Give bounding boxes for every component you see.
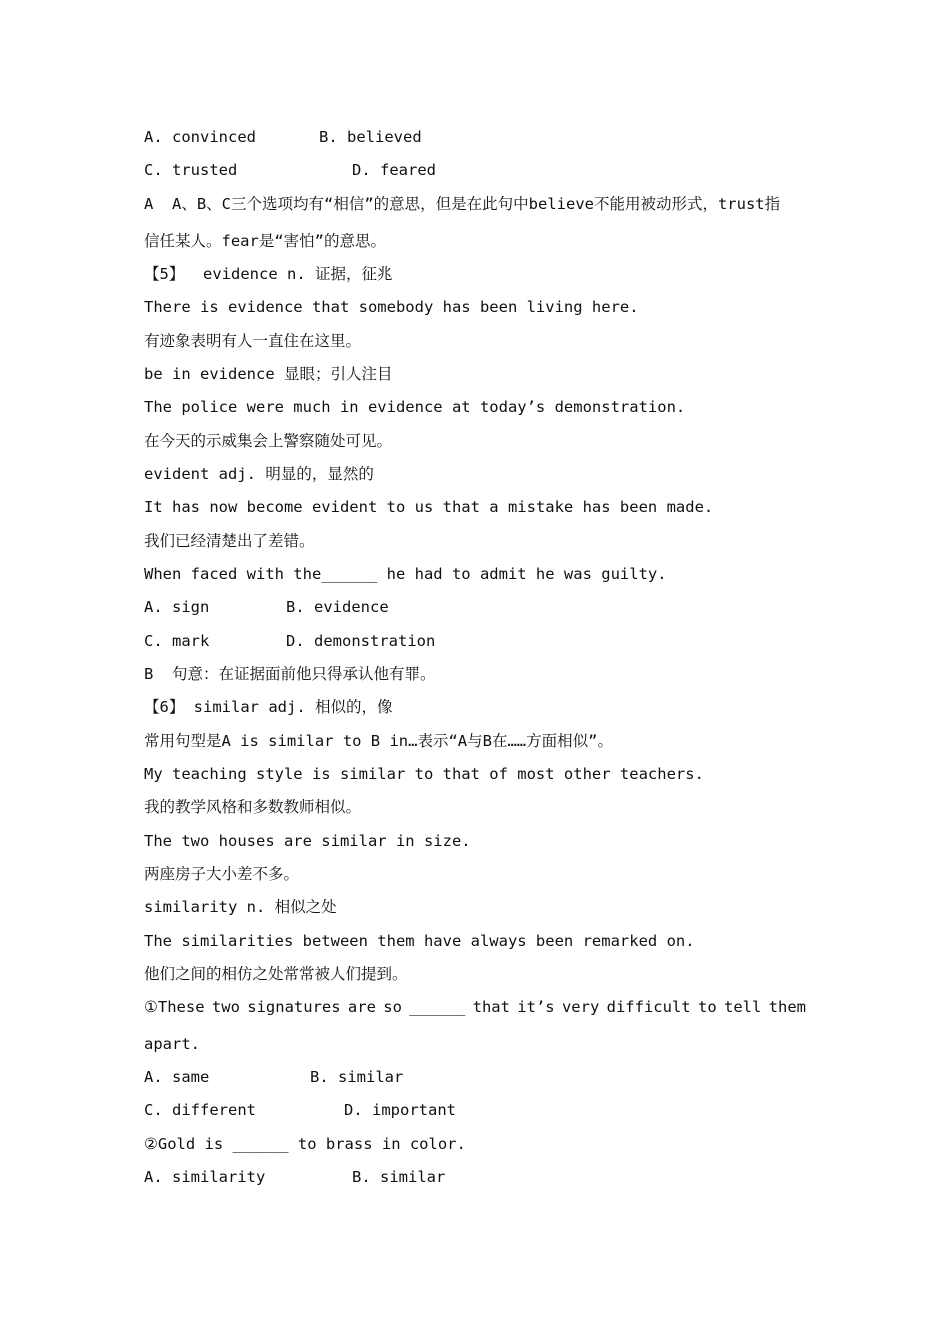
example-translation: 我们已经清楚出了差错。	[144, 532, 315, 550]
question-word: ①These	[144, 998, 205, 1016]
example-translation: 有迹象表明有人一直住在这里。	[144, 332, 362, 350]
question-word: them	[768, 998, 806, 1016]
section-5-heading: 【5】 evidence n. 证据，征兆	[144, 265, 393, 283]
exercise-question: When faced with the______ he had to admit he was guilty.	[144, 565, 667, 583]
question-word: that	[472, 998, 510, 1016]
option-a: A. sign	[144, 598, 210, 616]
answer-blank: ______	[409, 998, 466, 1016]
exercise-question-2: ②Gold is ______ to brass in color.	[144, 1135, 466, 1153]
usage-note: 常用句型是A is similar to B in…表示“A与B在……方面相似”。	[144, 732, 613, 750]
example-sentence: My teaching style is similar to that of most other teachers.	[144, 765, 704, 783]
answer-explanation: B 句意：在证据面前他只得承认他有罪。	[144, 665, 436, 683]
question-word: two	[211, 998, 240, 1016]
option-b: B. evidence	[286, 598, 389, 616]
question-word: signatures	[247, 998, 341, 1016]
example-translation: 两座房子大小差不多。	[144, 865, 300, 883]
option-a: A. similarity	[144, 1168, 266, 1186]
exercise-question-1-cont: apart.	[144, 1035, 200, 1053]
exercise-question-1	[144, 997, 806, 1017]
option-b: B. believed	[319, 128, 422, 146]
example-sentence: The police were much in evidence at today’s demonstration.	[144, 398, 686, 416]
question-word: very	[561, 998, 600, 1016]
question-word: tell	[724, 998, 762, 1016]
example-sentence: It has now become evident to us that a mistake has been made.	[144, 498, 714, 516]
example-sentence: The similarities between them have always been remarked on.	[144, 932, 695, 950]
option-a: A. same	[144, 1068, 210, 1086]
phrase-entry: be in evidence 显眼；引人注目	[144, 365, 393, 383]
example-sentence: There is evidence that somebody has been living here.	[144, 298, 639, 316]
option-b: B. similar	[310, 1068, 404, 1086]
example-translation: 他们之间的相仿之处常常被人们提到。	[144, 965, 408, 983]
option-d: D. demonstration	[286, 632, 436, 650]
word-entry: similarity n. 相似之处	[144, 898, 337, 916]
answer-explanation-line2: 信任某人。fear是“害怕”的意思。	[144, 232, 386, 250]
option-a: A. convinced	[144, 128, 256, 146]
example-sentence: The two houses are similar in size.	[144, 832, 471, 850]
option-d: D. important	[344, 1101, 456, 1119]
question-word: to	[697, 998, 717, 1016]
option-b: B. similar	[352, 1168, 446, 1186]
answer-explanation-line1: A A、B、C三个选项均有“相信”的意思，但是在此句中believe不能用被动形式，trust指	[144, 195, 781, 213]
example-translation: 我的教学风格和多数教师相似。	[144, 798, 362, 816]
question-word: difficult	[606, 998, 691, 1016]
option-d: D. feared	[352, 161, 436, 179]
question-word: it’s	[517, 998, 555, 1016]
option-c: C. mark	[144, 632, 210, 650]
option-c: C. different	[144, 1101, 256, 1119]
question-word: are	[347, 998, 376, 1016]
option-c: C. trusted	[144, 161, 238, 179]
question-word: so	[383, 998, 402, 1016]
section-6-heading: 【6】 similar adj. 相似的，像	[144, 698, 393, 716]
word-entry: evident adj. 明显的，显然的	[144, 465, 374, 483]
example-translation: 在今天的示威集会上警察随处可见。	[144, 432, 393, 450]
